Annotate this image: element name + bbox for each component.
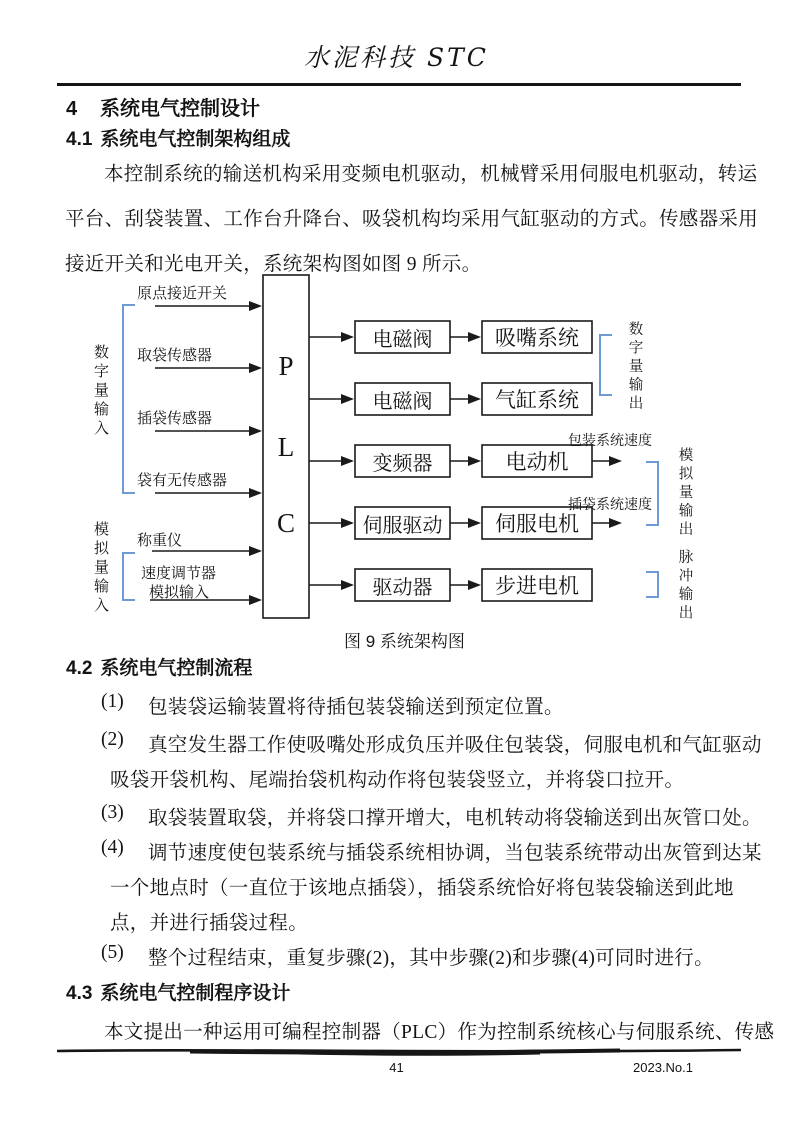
plc-letter-l: L bbox=[277, 432, 295, 462]
paragraph-line: 接近开关和光电开关，系统架构图如图 9 所示。 bbox=[65, 254, 482, 275]
list-item-line: 吸袋开袋机构、尾端抬袋机构动作将包装袋竖立，并将袋口拉开。 bbox=[110, 770, 685, 791]
footer-issue: 2023.No.1 bbox=[633, 1060, 693, 1075]
figure-system-architecture bbox=[0, 270, 793, 660]
input-label-speed-regulator: 速度调节器 bbox=[141, 566, 217, 582]
figure-caption: 图 9 系统架构图 bbox=[344, 632, 465, 651]
list-item-line: 整个过程结束，重复步骤(2)，其中步骤(2)和步骤(4)可同时进行。 bbox=[148, 948, 714, 969]
section-4-heading bbox=[66, 92, 260, 121]
actuator-box-stepper-motor: 步进电机 bbox=[495, 574, 579, 598]
section-4-1-title: 系统电气控制架构组成 bbox=[100, 129, 291, 150]
plc-output-arrows bbox=[309, 337, 352, 585]
section-4-number: 4 bbox=[66, 98, 78, 120]
group-label-analog-input: 模拟量输入 bbox=[92, 521, 108, 616]
section-4-2-heading bbox=[66, 653, 252, 680]
group-label-digital-input: 数字量输入 bbox=[92, 344, 108, 439]
driver-box-solenoid-valve-1: 电磁阀 bbox=[372, 328, 433, 351]
speed-label-inserting-system: 插袋系统速度 bbox=[568, 498, 652, 513]
driver-box-inverter: 变频器 bbox=[372, 452, 433, 475]
list-item-line: 点，并进行插袋过程。 bbox=[110, 913, 309, 934]
list-item-line: 一个地点时（一直位于该地点插袋），插袋系统恰好将包装袋输送到此地 bbox=[110, 878, 734, 899]
driver-box-solenoid-valve-2: 电磁阀 bbox=[372, 390, 433, 413]
digital-input-bracket bbox=[123, 305, 135, 493]
section-4-2-number: 4.2 bbox=[66, 658, 93, 679]
actuator-box-cylinder-system: 气缸系统 bbox=[495, 388, 579, 412]
group-label-digital-output: 数字量输出 bbox=[626, 321, 643, 414]
digital-output-bracket bbox=[600, 335, 612, 395]
list-item-line: 包装袋运输装置将待插包装袋输送到预定位置。 bbox=[148, 697, 564, 718]
input-label-bag-presence-sensor: 袋有无传感器 bbox=[137, 473, 228, 489]
actuator-box-electric-motor: 电动机 bbox=[505, 450, 569, 474]
paragraph-line: 本控制系统的输送机构采用变频电机驱动，机械臂采用伺服电机驱动，转运 bbox=[104, 164, 758, 185]
paragraph-line: 平台、刮袋装置、工作台升降台、吸袋机构均采用气缸驱动的方式。传感器采用 bbox=[65, 209, 759, 230]
list-item-line: 真空发生器工作使吸嘴处形成负压并吸住包装袋，伺服电机和气缸驱动 bbox=[148, 735, 762, 756]
section-4-1-number: 4.1 bbox=[66, 129, 93, 150]
section-4-3-heading bbox=[66, 978, 290, 1005]
list-item-number: (5) bbox=[101, 942, 124, 963]
paragraph-line: 本文提出一种运用可编程控制器（PLC）作为控制系统核心与伺服系统、传感 bbox=[104, 1022, 775, 1043]
input-label-bag-insert-sensor: 插袋传感器 bbox=[137, 411, 213, 427]
section-4-1-heading bbox=[66, 124, 290, 151]
journal-title: 水泥科技 STC bbox=[304, 43, 489, 72]
input-label-bag-pick-sensor: 取袋传感器 bbox=[137, 348, 213, 364]
group-label-pulse-output: 脉冲输出 bbox=[676, 549, 693, 623]
list-item-number: (2) bbox=[101, 729, 124, 750]
footer-page-number: 41 bbox=[389, 1060, 404, 1075]
section-4-title: 系统电气控制设计 bbox=[100, 98, 260, 120]
list-item-number: (4) bbox=[101, 837, 124, 858]
input-label-weigher: 称重仪 bbox=[137, 533, 183, 549]
group-label-analog-output: 模拟量输出 bbox=[676, 447, 693, 540]
driver-box-servo-drive: 伺服驱动 bbox=[362, 514, 443, 537]
actuator-box-suction-nozzle-system: 吸嘴系统 bbox=[495, 326, 579, 350]
driver-actuator-arrows bbox=[450, 337, 479, 585]
header-rule bbox=[57, 83, 741, 86]
analog-input-bracket bbox=[123, 553, 135, 600]
pulse-output-bracket bbox=[646, 572, 658, 597]
input-label-analog-input: 模拟输入 bbox=[149, 585, 210, 601]
list-item-line: 调节速度使包装系统与插袋系统相协调，当包装系统带动出灰管到达某 bbox=[148, 843, 762, 864]
input-label-origin-switch: 原点接近开关 bbox=[137, 286, 228, 302]
speed-label-packing-system: 包装系统速度 bbox=[568, 434, 652, 449]
footer-rule bbox=[0, 1044, 793, 1060]
list-item-number: (1) bbox=[101, 691, 124, 712]
section-4-3-number: 4.3 bbox=[66, 983, 93, 1004]
section-4-2-title: 系统电气控制流程 bbox=[100, 658, 253, 679]
plc-letter-c: C bbox=[276, 508, 295, 538]
list-item-line: 取袋装置取袋，并将袋口撑开增大，电机转动将袋输送到出灰管口处。 bbox=[148, 808, 762, 829]
driver-box-stepper-driver: 驱动器 bbox=[372, 576, 433, 599]
section-4-3-title: 系统电气控制程序设计 bbox=[100, 983, 291, 1004]
list-item-number: (3) bbox=[101, 802, 124, 823]
actuator-box-servo-motor: 伺服电机 bbox=[495, 512, 579, 536]
plc-letter-p: P bbox=[278, 351, 294, 381]
